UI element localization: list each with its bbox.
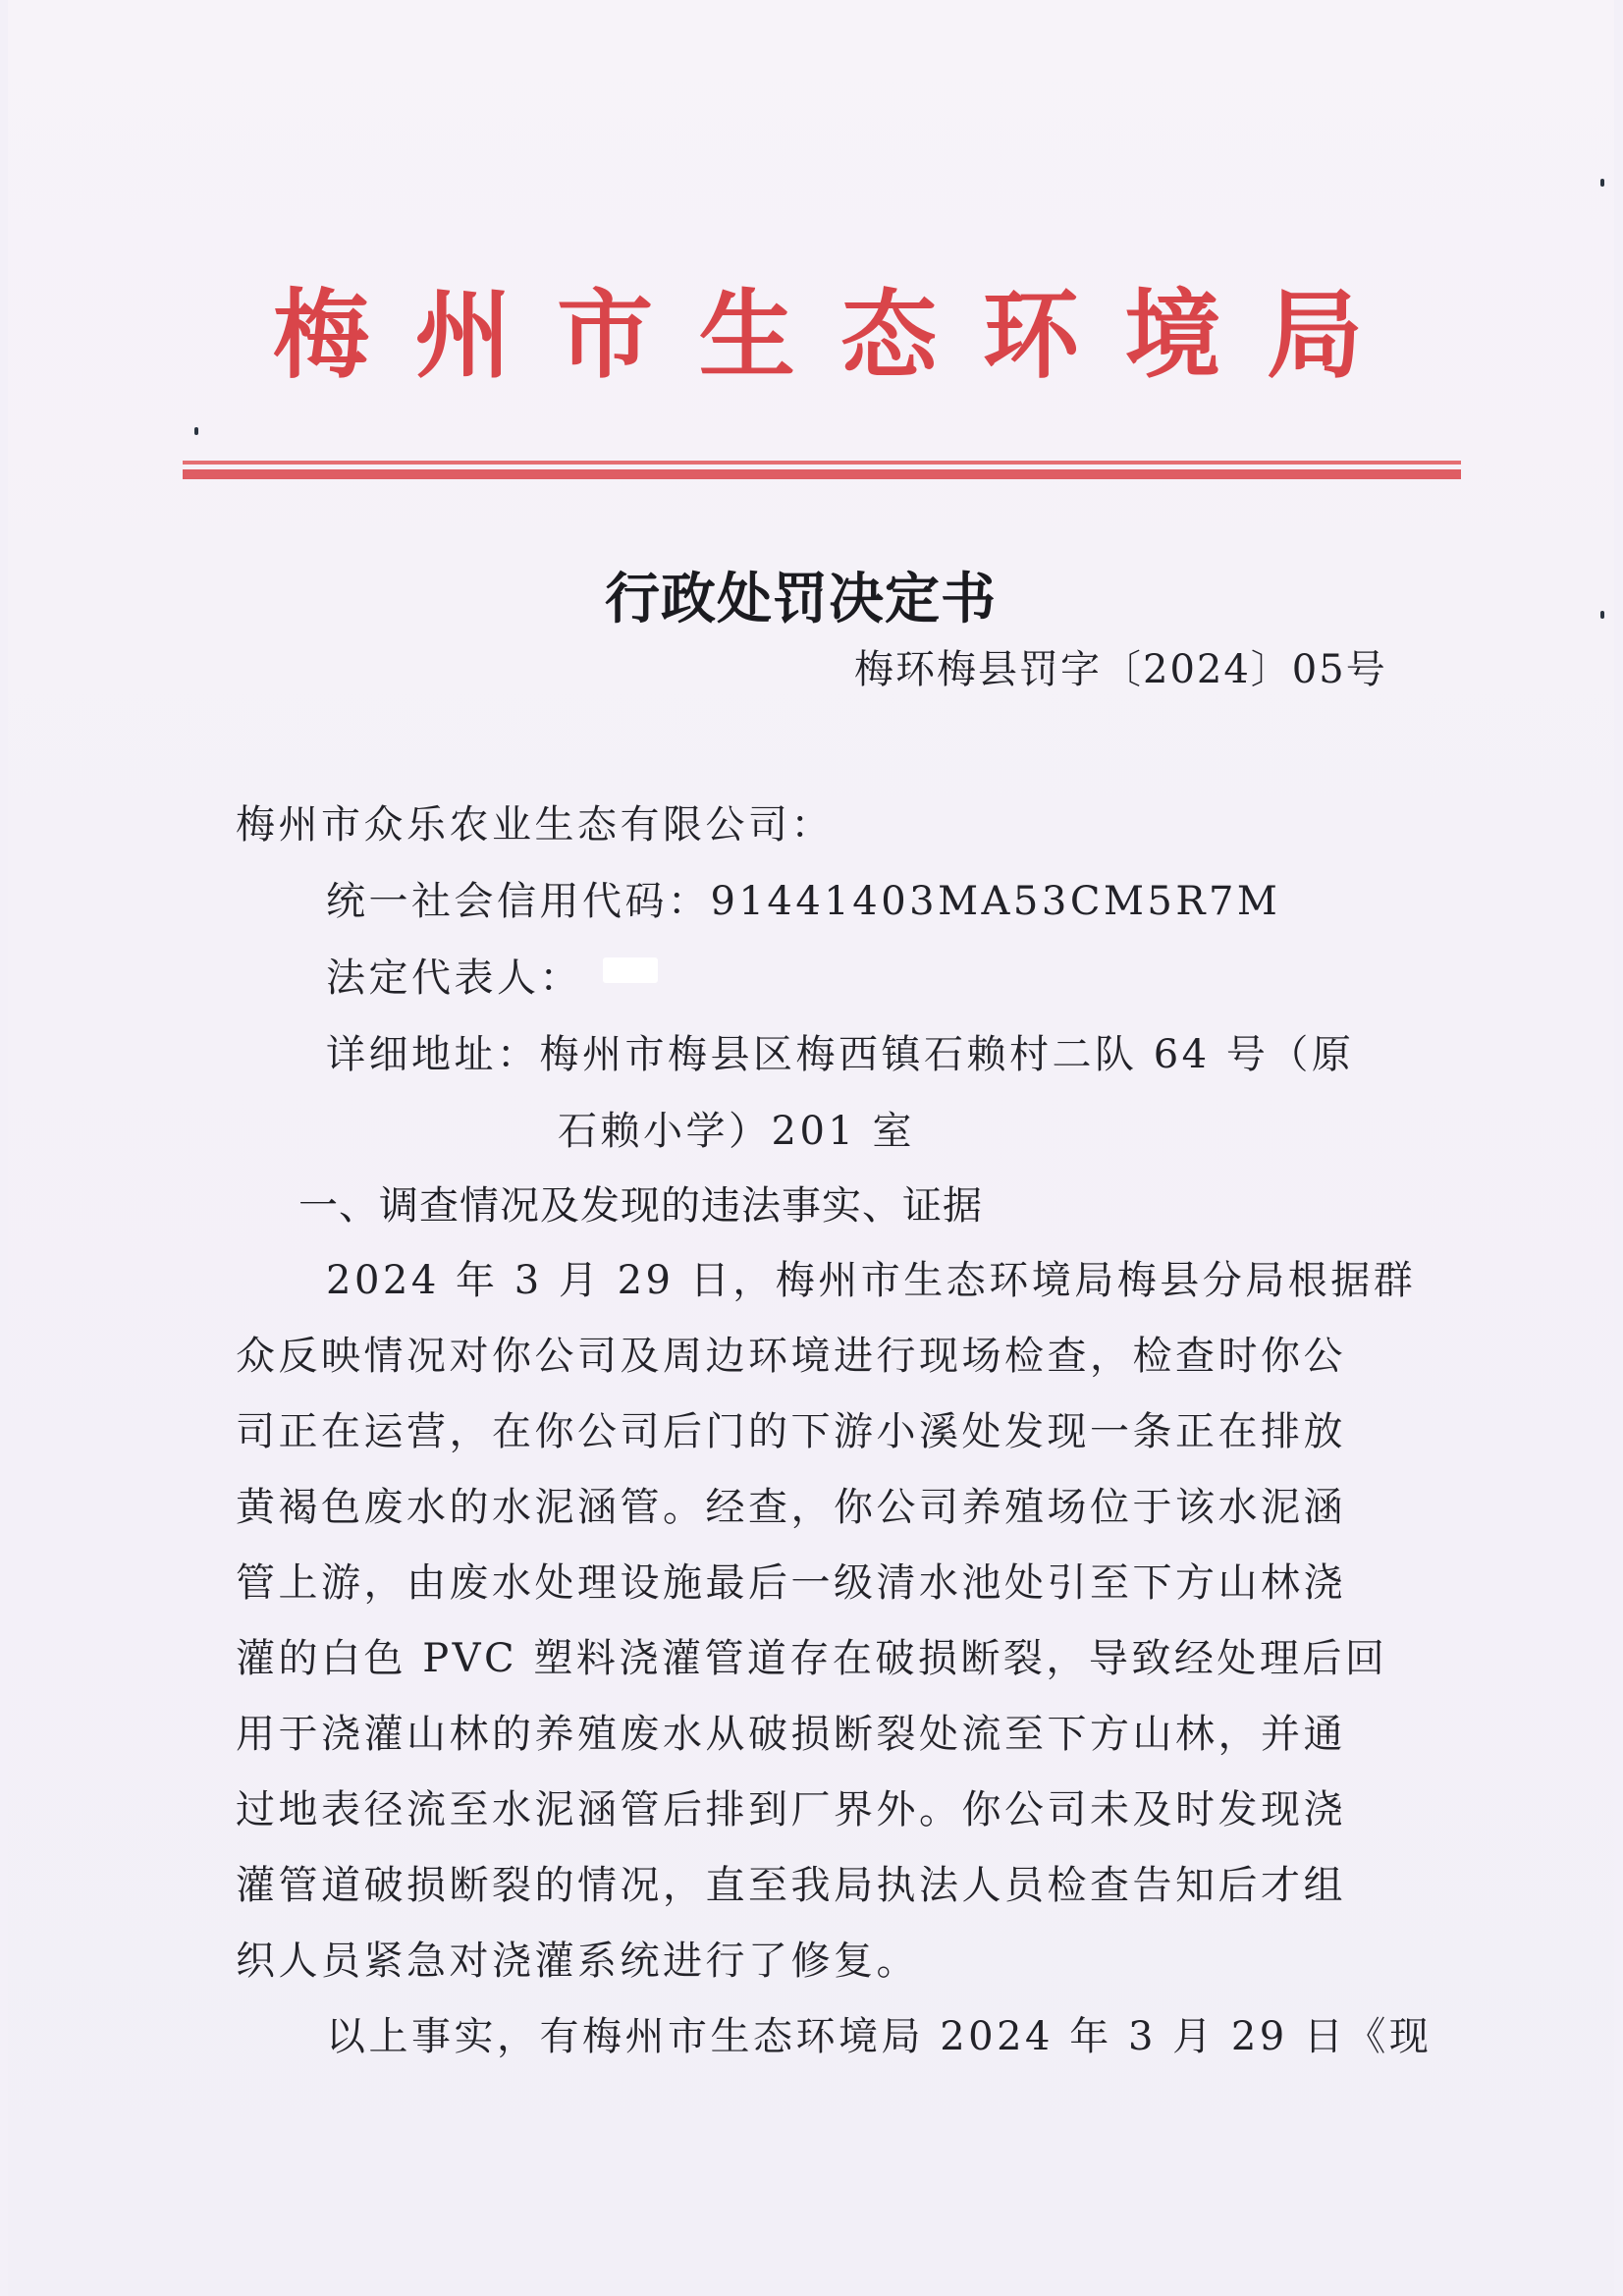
body-line: 众反映情况对你公司及周边环境进行现场检查，检查时你公 [236, 1334, 1346, 1379]
header-rule-thick [183, 469, 1461, 479]
issuer-char: 梅 [273, 279, 370, 392]
body-line: 织人员紧急对浇灌系统进行了修复。 [236, 1939, 919, 1984]
issuer-header [273, 277, 1363, 395]
scan-speck [194, 427, 198, 435]
header-rule-thin [183, 461, 1461, 465]
body-line: 以上事实，有梅州市生态环境局 2024 年 3 月 29 日《现 [326, 2014, 1433, 2059]
issuer-char: 生 [698, 279, 795, 392]
document-title: 行政处罚决定书 [605, 567, 997, 631]
body-line: 黄褐色废水的水泥涵管。经查，你公司养殖场位于该水泥涵 [236, 1485, 1346, 1530]
body-line: 司正在运营，在你公司后门的下游小溪处发现一条正在排放 [236, 1409, 1346, 1454]
body-line: 用于浇灌山林的养殖废水从破损断裂处流至下方山林，并通 [236, 1712, 1346, 1757]
address-line-2: 石赖小学）201 室 [558, 1109, 916, 1154]
credit-code-line: 统一社会信用代码：91441403MA53CM5R7M [326, 879, 1281, 924]
redacted-legal-rep [603, 957, 658, 983]
body-line: 灌的白色 PVC 塑料浇灌管道存在破损断裂，导致经处理后回 [236, 1636, 1388, 1681]
body-line: 过地表径流至水泥涵管后排到厂界外。你公司未及时发现浇 [236, 1787, 1346, 1832]
body-line: 灌管道破损断裂的情况，直至我局执法人员检查告知后才组 [236, 1863, 1346, 1908]
document-number: 梅环梅县罚字〔2024〕05号 [854, 647, 1387, 692]
body-line: 管上游，由废水处理设施最后一级清水池处引至下方山林浇 [236, 1560, 1346, 1606]
issuer-char: 态 [840, 279, 938, 392]
issuer-char: 市 [557, 279, 654, 392]
body-line: 2024 年 3 月 29 日，梅州市生态环境局梅县分局根据群 [326, 1258, 1417, 1303]
issuer-char: 州 [414, 279, 512, 392]
issuer-char: 环 [982, 279, 1079, 392]
section-heading: 一、调查情况及发现的违法事实、证据 [298, 1183, 983, 1229]
scan-speck [1600, 611, 1604, 619]
document-page [8, 0, 1614, 2296]
issuer-char: 境 [1124, 279, 1221, 392]
address-line-1: 详细地址：梅州市梅县区梅西镇石赖村二队 64 号（原 [326, 1032, 1355, 1077]
legal-rep-line: 法定代表人： [326, 956, 582, 1001]
scan-speck [1600, 179, 1604, 187]
recipient-name: 梅州市众乐农业生态有限公司： [236, 802, 834, 847]
issuer-char: 局 [1266, 279, 1363, 392]
